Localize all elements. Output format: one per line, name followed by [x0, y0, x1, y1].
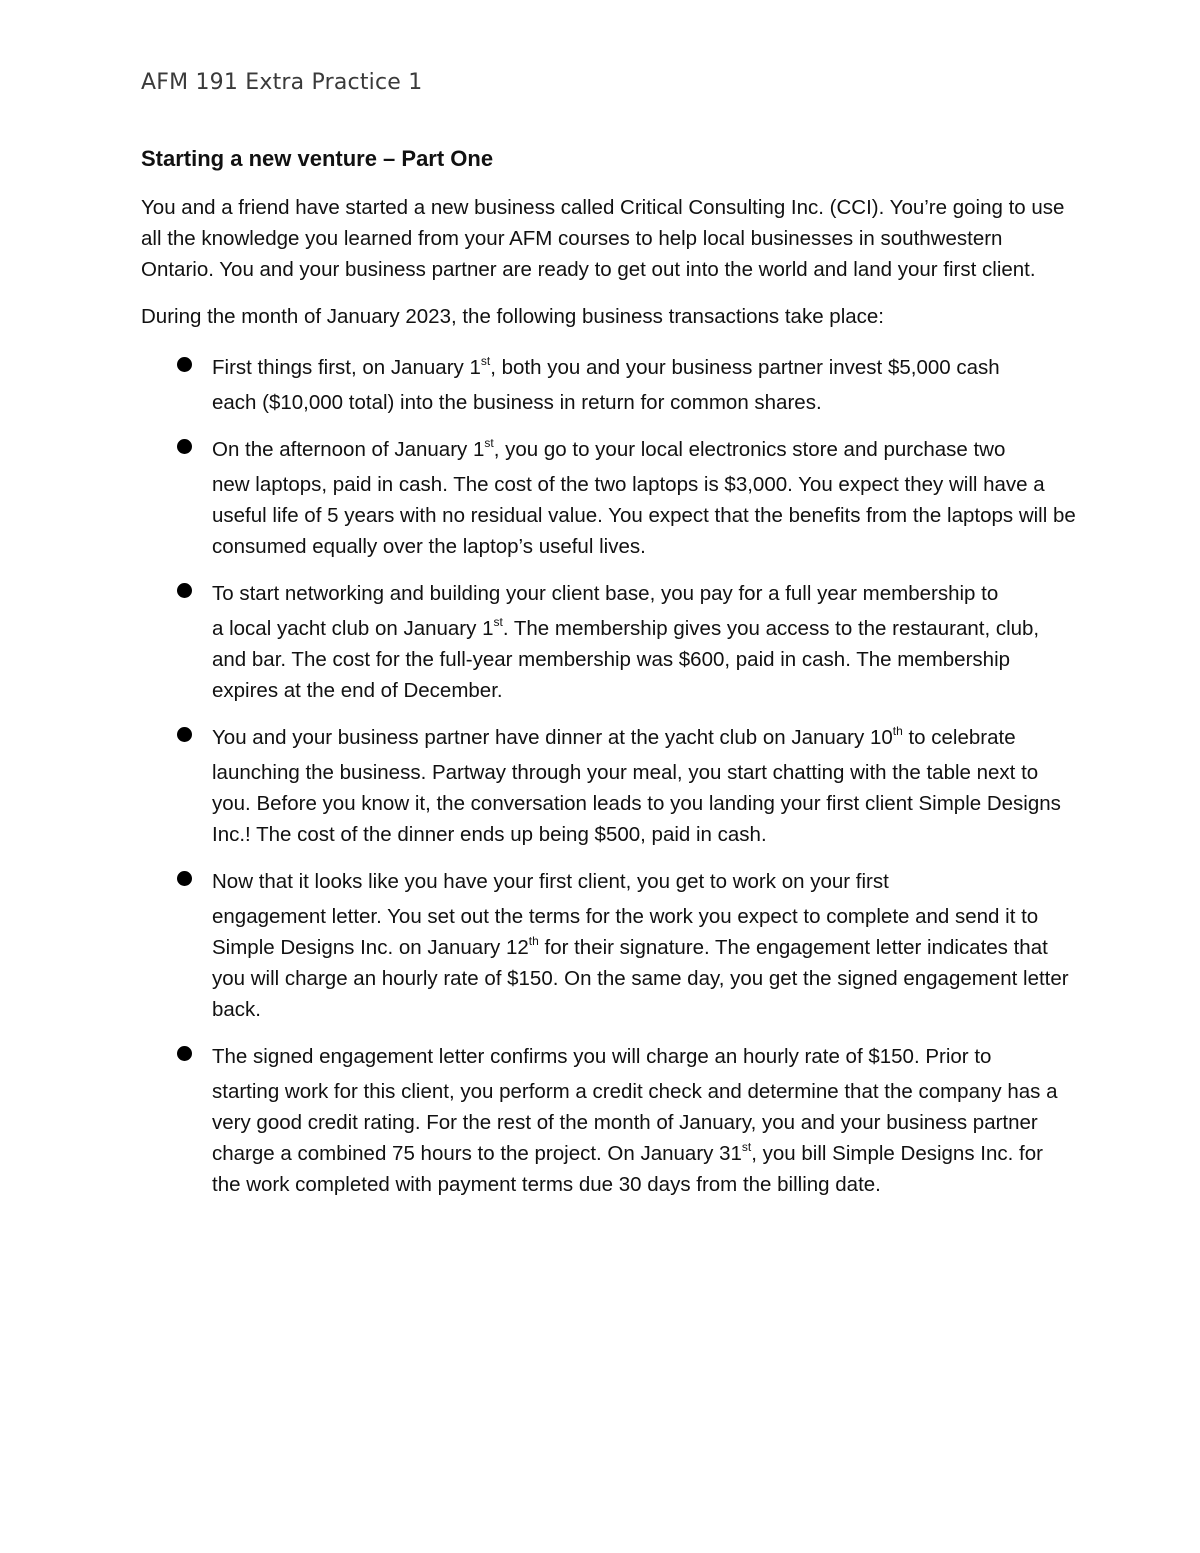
section-title: Starting a new venture – Part One — [141, 146, 494, 171]
list-item-text: , both you and your business partner invest $5,000 cash — [490, 356, 1000, 379]
list-item — [141, 862, 1076, 1025]
ordinal-suffix: st — [484, 436, 494, 450]
list-item-text: First things first, on January 1 — [212, 356, 481, 379]
list-item — [141, 718, 1076, 850]
list-item-text: . The membership gives you access to the restaurant, club, and bar. The cost for the full-year membership was $600, paid in cash. The membership expires at the end of December. — [212, 617, 1040, 702]
document-body — [141, 143, 1076, 1212]
list-item-text: You and your business partner have dinner at the yacht club on January 10 — [212, 726, 893, 749]
bullet-icon — [177, 871, 192, 886]
list-item-text: starting work for this client, you perform a credit check and determine that the company has a very good credit rating. For the rest of the month of January, you and your business partner charge a combined 75 hours to the project. On January 31 — [212, 1080, 1058, 1165]
list-item-text — [212, 613, 1076, 706]
list-item-first-line: Now that it looks like you have your first client, you get to work on your first — [212, 870, 889, 893]
list-item — [141, 348, 1076, 418]
list-item-first-line: To start networking and building your client base, you pay for a full year membership to — [212, 582, 999, 605]
list-item-first-line — [212, 430, 1076, 469]
list-item-text: On the afternoon of January 1 — [212, 438, 485, 461]
list-item-text — [212, 1076, 1076, 1200]
list-item-first-line — [212, 718, 1076, 757]
list-item-text: for their signature. The engagement letter indicates that you will charge an hourly rate of $150. On the same day, you get the signed engagement letter back. — [212, 936, 1069, 1021]
lead-paragraph: During the month of January 2023, the following business transactions take place: — [141, 305, 884, 328]
list-item-text: engagement letter. You set out the terms for the work you expect to complete and send it to Simple Designs Inc. on January 12 — [212, 905, 1039, 959]
transaction-list — [141, 348, 1076, 1200]
bullet-icon — [177, 357, 192, 372]
page-header: AFM 191 Extra Practice 1 — [141, 70, 423, 95]
list-item-text — [212, 901, 1076, 1025]
list-item-text: , you bill Simple Designs Inc. for the work completed with payment terms due 30 days from the billing date. — [212, 1142, 1043, 1196]
list-item-first-line: The signed engagement letter confirms you will charge an hourly rate of $150. Prior to — [212, 1045, 992, 1068]
list-item — [141, 574, 1076, 706]
list-item-text: launching the business. Partway through your meal, you start chatting with the table next to you. Before you know it, the conversation leads to you landing your first client Simple Designs Inc.! The cost of the dinner ends up being $500, paid in cash. — [212, 761, 1061, 846]
bullet-icon — [177, 727, 192, 742]
bullet-icon — [177, 1046, 192, 1061]
ordinal-suffix: th — [528, 934, 539, 948]
ordinal-suffix: st — [493, 615, 503, 629]
list-item-text: , you go to your local electronics store and purchase two — [493, 438, 1006, 461]
list-item-text: to celebrate — [902, 726, 1016, 749]
intro-paragraph: You and a friend have started a new business called Critical Consulting Inc. (CCI). You’re going to use all the knowledge you learned from your AFM courses to help local businesses in southwestern Ontario. You and your business partner are ready to get out into the world and land your first client. — [141, 196, 1065, 281]
bullet-icon — [177, 439, 192, 454]
list-item — [141, 1037, 1076, 1200]
bullet-icon — [177, 583, 192, 598]
ordinal-suffix: th — [892, 724, 903, 738]
list-item-text: each ($10,000 total) into the business in return for common shares. — [212, 391, 822, 414]
list-item-text: a local yacht club on January 1 — [212, 617, 494, 640]
list-item — [141, 430, 1076, 562]
list-item-first-line — [212, 348, 1076, 387]
ordinal-suffix: st — [741, 1140, 752, 1154]
ordinal-suffix: st — [480, 354, 491, 368]
list-item-text: new laptops, paid in cash. The cost of the two laptops is $3,000. You expect they will have a useful life of 5 years with no residual value. You expect that the benefits from the laptops will be consumed equally over the laptop’s useful lives. — [212, 473, 1076, 558]
